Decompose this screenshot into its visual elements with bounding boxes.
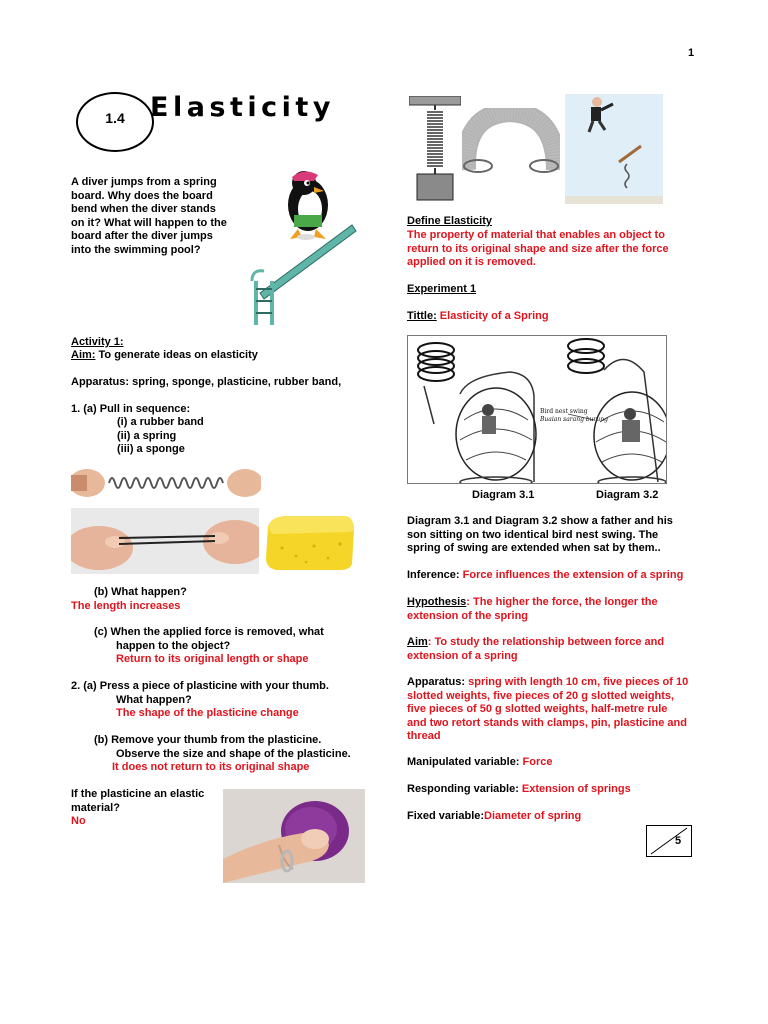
answer-2b: It does not return to its original shape [112, 761, 310, 773]
page-number: 1 [688, 47, 695, 59]
bird-nest-swing-diagram [407, 335, 667, 484]
spring-pull-image [71, 461, 261, 501]
score-box-number: 5 [675, 835, 682, 847]
question-3: If the plasticine an elastic material? [71, 788, 205, 814]
manipulated-variable: Manipulated variable: Force [407, 756, 553, 768]
fixed-variable: Fixed variable:Diameter of spring [407, 810, 582, 822]
inference: Inference: Force influences the extension of a spring [407, 569, 684, 581]
experiment-apparatus: Apparatus: spring with length 10 cm, five pieces of 10 slotted weights, five pieces of 20 g slotted weights, five pieces of 50 g slotted weights, half-metre rule and two retort stands with clamps, pin, plasticine and thread [407, 676, 689, 742]
question-2b: (b) Remove your thumb from the plasticine. Observe the size and shape of the plasticine. [94, 734, 351, 760]
experiment-title: Experiment 1 [407, 283, 477, 295]
question-1a-list: (i) a rubber band (ii) a spring (iii) a sponge [117, 416, 204, 455]
diagram-label-3-2: Diagram 3.2 [596, 489, 659, 501]
diagram-label-3-1: Diagram 3.1 [472, 489, 535, 501]
answer-1c: Return to its original length or shape [116, 653, 309, 665]
swing-label-en: Bird nest swing [540, 408, 588, 415]
activity-apparatus: Apparatus: spring, sponge, plasticine, rubber band, [71, 376, 342, 388]
section-number: 1.4 [105, 110, 125, 126]
rubber-band-image [71, 508, 259, 574]
intro-text: A diver jumps from a spring board. Why does the board bend when the diver stands on it? What will happen to the board after the diver jumps into the swimming pool? [71, 176, 227, 256]
slinky-image [462, 108, 560, 174]
experiment-aim: Aim: To study the relationship between force and extension of a spring [407, 636, 665, 662]
activity-title: Activity 1: [71, 336, 124, 348]
diver-penguin-image [244, 165, 360, 327]
question-1b: (b) What happen? [94, 586, 187, 598]
diver-spring-image [565, 94, 663, 204]
score-box [646, 825, 692, 857]
swing-label-ms: Buaian sarang burung [540, 416, 608, 423]
question-1c: (c) When the applied force is removed, what happen to the object? [94, 626, 324, 652]
diagram-description: Diagram 3.1 and Diagram 3.2 show a father and his son sitting on two identical bird nest swing. The spring of swing are extended when sat by them.. [407, 515, 673, 554]
responding-variable: Responding variable: Extension of springs [407, 783, 631, 795]
define-title: Define Elasticity [407, 215, 492, 227]
question-2a: 2. (a) Press a piece of plasticine with your thumb. What happen? [71, 680, 329, 706]
hanging-spring-image [409, 96, 461, 202]
define-text: The property of material that enables an object to return to its original shape and size after the force applied on it is removed. [407, 229, 669, 268]
plasticine-thumb-image [223, 789, 365, 883]
question-1a: 1. (a) Pull in sequence: [71, 403, 191, 415]
answer-2a: The shape of the plasticine change [116, 707, 299, 719]
answer-3: No [71, 815, 86, 827]
sponge-image [262, 508, 358, 574]
hypothesis: Hypothesis: The higher the force, the longer the extension of the spring [407, 596, 658, 622]
experiment-tittle: Tittle: Elasticity of a Spring [407, 310, 549, 322]
answer-1b: The length increases [71, 600, 181, 612]
page-title: Elasticity [150, 92, 335, 123]
activity-aim: Aim: To generate ideas on elasticity [71, 349, 258, 361]
